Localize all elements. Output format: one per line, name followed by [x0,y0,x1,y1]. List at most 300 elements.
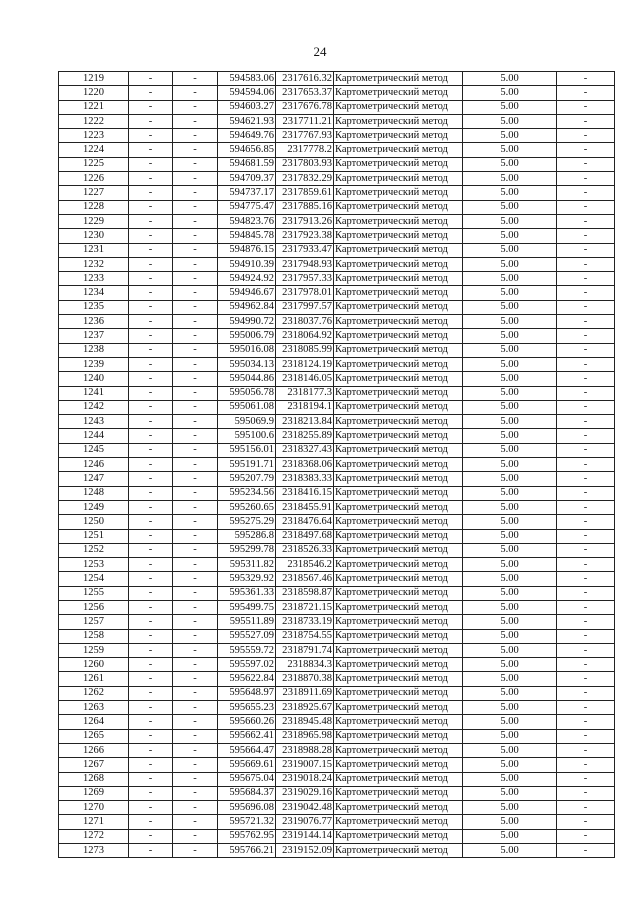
coord-x-cell: 595234.56 [218,486,276,500]
method-cell: Картометрический метод [334,129,463,143]
old-x-cell: - [129,157,173,171]
old-y-cell: - [173,543,218,557]
method-cell: Картометрический метод [334,243,463,257]
table-row [59,629,615,643]
accuracy-cell: 5.00 [463,300,557,314]
description-cell: - [557,472,615,486]
accuracy-cell: 5.00 [463,543,557,557]
coord-y-cell: 2317978.01 [276,286,334,300]
old-y-cell: - [173,300,218,314]
method-cell: Картометрический метод [334,586,463,600]
description-cell: - [557,86,615,100]
coord-y-cell: 2317711.21 [276,114,334,128]
point-number-cell: 1261 [59,672,129,686]
point-number-cell: 1230 [59,229,129,243]
coord-x-cell: 594583.06 [218,72,276,86]
old-x-cell: - [129,844,173,858]
old-y-cell: - [173,815,218,829]
old-y-cell: - [173,443,218,457]
table-row [59,100,615,114]
old-y-cell: - [173,286,218,300]
coord-y-cell: 2318754.55 [276,629,334,643]
method-cell: Картометрический метод [334,701,463,715]
old-y-cell: - [173,758,218,772]
accuracy-cell: 5.00 [463,586,557,600]
old-x-cell: - [129,572,173,586]
description-cell: - [557,844,615,858]
description-cell: - [557,200,615,214]
table-row [59,615,615,629]
old-y-cell: - [173,686,218,700]
coord-y-cell: 2318791.74 [276,643,334,657]
point-number-cell: 1269 [59,786,129,800]
coord-x-cell: 595559.72 [218,643,276,657]
old-y-cell: - [173,729,218,743]
old-x-cell: - [129,129,173,143]
old-y-cell: - [173,400,218,414]
accuracy-cell: 5.00 [463,515,557,529]
description-cell: - [557,229,615,243]
old-y-cell: - [173,458,218,472]
coord-y-cell: 2318255.89 [276,429,334,443]
point-number-cell: 1234 [59,286,129,300]
old-x-cell: - [129,143,173,157]
old-y-cell: - [173,472,218,486]
description-cell: - [557,743,615,757]
old-x-cell: - [129,100,173,114]
old-y-cell: - [173,586,218,600]
table-row [59,72,615,86]
description-cell: - [557,600,615,614]
point-number-cell: 1237 [59,329,129,343]
method-cell: Картометрический метод [334,429,463,443]
point-number-cell: 1227 [59,186,129,200]
point-number-cell: 1267 [59,758,129,772]
method-cell: Картометрический метод [334,815,463,829]
coord-x-cell: 595511.89 [218,615,276,629]
table-row [59,486,615,500]
coord-x-cell: 595696.08 [218,801,276,815]
description-cell: - [557,129,615,143]
old-y-cell: - [173,329,218,343]
coord-y-cell: 2318546.2 [276,558,334,572]
method-cell: Картометрический метод [334,801,463,815]
description-cell: - [557,343,615,357]
old-x-cell: - [129,286,173,300]
table-row [59,658,615,672]
coord-y-cell: 2317803.93 [276,157,334,171]
table-row [59,257,615,271]
coord-x-cell: 595499.75 [218,600,276,614]
method-cell: Картометрический метод [334,386,463,400]
old-y-cell: - [173,829,218,843]
old-y-cell: - [173,386,218,400]
method-cell: Картометрический метод [334,600,463,614]
method-cell: Картометрический метод [334,415,463,429]
method-cell: Картометрический метод [334,400,463,414]
method-cell: Картометрический метод [334,257,463,271]
point-number-cell: 1273 [59,844,129,858]
coord-x-cell: 595762.95 [218,829,276,843]
old-x-cell: - [129,86,173,100]
point-number-cell: 1219 [59,72,129,86]
old-y-cell: - [173,615,218,629]
method-cell: Картометрический метод [334,572,463,586]
old-y-cell: - [173,214,218,228]
description-cell: - [557,300,615,314]
method-cell: Картометрический метод [334,515,463,529]
description-cell: - [557,615,615,629]
accuracy-cell: 5.00 [463,143,557,157]
table-row [59,572,615,586]
description-cell: - [557,643,615,657]
accuracy-cell: 5.00 [463,400,557,414]
coord-y-cell: 2319042.48 [276,801,334,815]
point-number-cell: 1268 [59,772,129,786]
description-cell: - [557,543,615,557]
method-cell: Картометрический метод [334,543,463,557]
old-x-cell: - [129,829,173,843]
old-x-cell: - [129,386,173,400]
coord-y-cell: 2318383.33 [276,472,334,486]
coord-y-cell: 2317948.93 [276,257,334,271]
coord-y-cell: 2318037.76 [276,315,334,329]
method-cell: Картометрический метод [334,86,463,100]
table-row [59,600,615,614]
old-y-cell: - [173,572,218,586]
point-number-cell: 1258 [59,629,129,643]
coord-x-cell: 595044.86 [218,372,276,386]
point-number-cell: 1241 [59,386,129,400]
point-number-cell: 1249 [59,500,129,514]
coord-x-cell: 595056.78 [218,386,276,400]
description-cell: - [557,486,615,500]
description-cell: - [557,114,615,128]
old-y-cell: - [173,715,218,729]
old-y-cell: - [173,672,218,686]
point-number-cell: 1239 [59,357,129,371]
method-cell: Картометрический метод [334,458,463,472]
description-cell: - [557,72,615,86]
table-row [59,586,615,600]
old-x-cell: - [129,801,173,815]
point-number-cell: 1232 [59,257,129,271]
table-row [59,214,615,228]
table-row [59,129,615,143]
point-number-cell: 1240 [59,372,129,386]
old-x-cell: - [129,443,173,457]
old-x-cell: - [129,214,173,228]
description-cell: - [557,272,615,286]
old-y-cell: - [173,600,218,614]
table-row [59,472,615,486]
coord-y-cell: 2318194.1 [276,400,334,414]
old-x-cell: - [129,400,173,414]
point-number-cell: 1256 [59,600,129,614]
table-row [59,801,615,815]
accuracy-cell: 5.00 [463,486,557,500]
accuracy-cell: 5.00 [463,315,557,329]
point-number-cell: 1247 [59,472,129,486]
table-body [59,72,615,858]
coord-y-cell: 2318327.43 [276,443,334,457]
old-x-cell: - [129,458,173,472]
old-x-cell: - [129,643,173,657]
point-number-cell: 1255 [59,586,129,600]
point-number-cell: 1253 [59,558,129,572]
old-x-cell: - [129,415,173,429]
method-cell: Картометрический метод [334,443,463,457]
accuracy-cell: 5.00 [463,286,557,300]
description-cell: - [557,658,615,672]
description-cell: - [557,815,615,829]
old-y-cell: - [173,786,218,800]
old-y-cell: - [173,86,218,100]
method-cell: Картометрический метод [334,758,463,772]
description-cell: - [557,729,615,743]
old-y-cell: - [173,486,218,500]
old-x-cell: - [129,300,173,314]
coord-y-cell: 2317997.57 [276,300,334,314]
coord-x-cell: 595597.02 [218,658,276,672]
method-cell: Картометрический метод [334,329,463,343]
table-row [59,343,615,357]
coord-x-cell: 594924.92 [218,272,276,286]
old-x-cell: - [129,772,173,786]
table-row [59,529,615,543]
coord-y-cell: 2318146.05 [276,372,334,386]
description-cell: - [557,458,615,472]
description-cell: - [557,801,615,815]
coord-y-cell: 2318416.15 [276,486,334,500]
accuracy-cell: 5.00 [463,672,557,686]
point-number-cell: 1220 [59,86,129,100]
point-number-cell: 1235 [59,300,129,314]
coord-y-cell: 2318988.28 [276,743,334,757]
description-cell: - [557,186,615,200]
coord-y-cell: 2318870.38 [276,672,334,686]
old-y-cell: - [173,801,218,815]
old-x-cell: - [129,172,173,186]
coord-y-cell: 2318925.67 [276,701,334,715]
table-row [59,357,615,371]
old-y-cell: - [173,701,218,715]
old-y-cell: - [173,257,218,271]
description-cell: - [557,386,615,400]
method-cell: Картометрический метод [334,300,463,314]
method-cell: Картометрический метод [334,372,463,386]
accuracy-cell: 5.00 [463,172,557,186]
table-row [59,515,615,529]
accuracy-cell: 5.00 [463,114,557,128]
method-cell: Картометрический метод [334,72,463,86]
point-number-cell: 1233 [59,272,129,286]
method-cell: Картометрический метод [334,343,463,357]
table-row [59,143,615,157]
coord-x-cell: 594910.39 [218,257,276,271]
accuracy-cell: 5.00 [463,229,557,243]
table-row [59,458,615,472]
method-cell: Картометрический метод [334,829,463,843]
point-number-cell: 1271 [59,815,129,829]
point-number-cell: 1238 [59,343,129,357]
coord-x-cell: 595286.8 [218,529,276,543]
old-y-cell: - [173,629,218,643]
coord-y-cell: 2317778.2 [276,143,334,157]
coord-x-cell: 594775.47 [218,200,276,214]
coord-x-cell: 595016.08 [218,343,276,357]
old-x-cell: - [129,615,173,629]
point-number-cell: 1250 [59,515,129,529]
description-cell: - [557,529,615,543]
point-number-cell: 1262 [59,686,129,700]
old-x-cell: - [129,429,173,443]
method-cell: Картометрический метод [334,200,463,214]
accuracy-cell: 5.00 [463,129,557,143]
old-y-cell: - [173,172,218,186]
description-cell: - [557,715,615,729]
description-cell: - [557,500,615,514]
accuracy-cell: 5.00 [463,572,557,586]
method-cell: Картометрический метод [334,272,463,286]
accuracy-cell: 5.00 [463,372,557,386]
coord-y-cell: 2318476.64 [276,515,334,529]
old-x-cell: - [129,272,173,286]
accuracy-cell: 5.00 [463,458,557,472]
coord-y-cell: 2318085.99 [276,343,334,357]
description-cell: - [557,372,615,386]
accuracy-cell: 5.00 [463,758,557,772]
table-row [59,686,615,700]
table-row [59,400,615,414]
old-y-cell: - [173,743,218,757]
method-cell: Картометрический метод [334,286,463,300]
method-cell: Картометрический метод [334,229,463,243]
method-cell: Картометрический метод [334,729,463,743]
method-cell: Картометрический метод [334,143,463,157]
method-cell: Картометрический метод [334,643,463,657]
accuracy-cell: 5.00 [463,157,557,171]
accuracy-cell: 5.00 [463,343,557,357]
point-number-cell: 1226 [59,172,129,186]
coord-x-cell: 595766.21 [218,844,276,858]
coord-x-cell: 595299.78 [218,543,276,557]
coord-x-cell: 594681.59 [218,157,276,171]
point-number-cell: 1229 [59,214,129,228]
method-cell: Картометрический метод [334,186,463,200]
point-number-cell: 1252 [59,543,129,557]
old-x-cell: - [129,629,173,643]
coord-y-cell: 2319076.77 [276,815,334,829]
accuracy-cell: 5.00 [463,844,557,858]
description-cell: - [557,786,615,800]
old-x-cell: - [129,372,173,386]
description-cell: - [557,772,615,786]
accuracy-cell: 5.00 [463,558,557,572]
point-number-cell: 1225 [59,157,129,171]
point-number-cell: 1263 [59,701,129,715]
accuracy-cell: 5.00 [463,429,557,443]
coord-y-cell: 2317616.32 [276,72,334,86]
coord-y-cell: 2318455.91 [276,500,334,514]
old-x-cell: - [129,486,173,500]
old-x-cell: - [129,357,173,371]
accuracy-cell: 5.00 [463,772,557,786]
old-x-cell: - [129,672,173,686]
old-x-cell: - [129,786,173,800]
method-cell: Картометрический метод [334,214,463,228]
description-cell: - [557,400,615,414]
old-y-cell: - [173,658,218,672]
table-row [59,443,615,457]
old-y-cell: - [173,114,218,128]
method-cell: Картометрический метод [334,315,463,329]
table-row [59,157,615,171]
old-y-cell: - [173,844,218,858]
accuracy-cell: 5.00 [463,815,557,829]
coord-y-cell: 2318213.84 [276,415,334,429]
table-row [59,672,615,686]
table-row [59,229,615,243]
description-cell: - [557,558,615,572]
point-number-cell: 1272 [59,829,129,843]
table-row [59,715,615,729]
coord-y-cell: 2317676.78 [276,100,334,114]
coord-y-cell: 2318124.19 [276,357,334,371]
old-y-cell: - [173,272,218,286]
coord-y-cell: 2317859.61 [276,186,334,200]
old-x-cell: - [129,472,173,486]
coord-x-cell: 595655.23 [218,701,276,715]
description-cell: - [557,701,615,715]
coord-y-cell: 2318526.33 [276,543,334,557]
old-y-cell: - [173,343,218,357]
coord-x-cell: 595275.29 [218,515,276,529]
old-y-cell: - [173,772,218,786]
method-cell: Картометрический метод [334,686,463,700]
coord-x-cell: 595207.79 [218,472,276,486]
accuracy-cell: 5.00 [463,257,557,271]
coord-x-cell: 594845.78 [218,229,276,243]
old-y-cell: - [173,186,218,200]
accuracy-cell: 5.00 [463,529,557,543]
old-y-cell: - [173,415,218,429]
accuracy-cell: 5.00 [463,743,557,757]
page-number: 24 [313,44,327,59]
old-x-cell: - [129,315,173,329]
coord-x-cell: 595675.04 [218,772,276,786]
method-cell: Картометрический метод [334,172,463,186]
old-y-cell: - [173,372,218,386]
method-cell: Картометрический метод [334,615,463,629]
old-x-cell: - [129,186,173,200]
coord-x-cell: 595684.37 [218,786,276,800]
coord-y-cell: 2318177.3 [276,386,334,400]
table-row [59,786,615,800]
description-cell: - [557,214,615,228]
description-cell: - [557,515,615,529]
coord-x-cell: 595660.26 [218,715,276,729]
old-x-cell: - [129,543,173,557]
table-row [59,286,615,300]
coord-x-cell: 595527.09 [218,629,276,643]
old-y-cell: - [173,143,218,157]
point-number-cell: 1242 [59,400,129,414]
description-cell: - [557,329,615,343]
coord-x-cell: 595622.84 [218,672,276,686]
description-cell: - [557,686,615,700]
coord-y-cell: 2318965.98 [276,729,334,743]
